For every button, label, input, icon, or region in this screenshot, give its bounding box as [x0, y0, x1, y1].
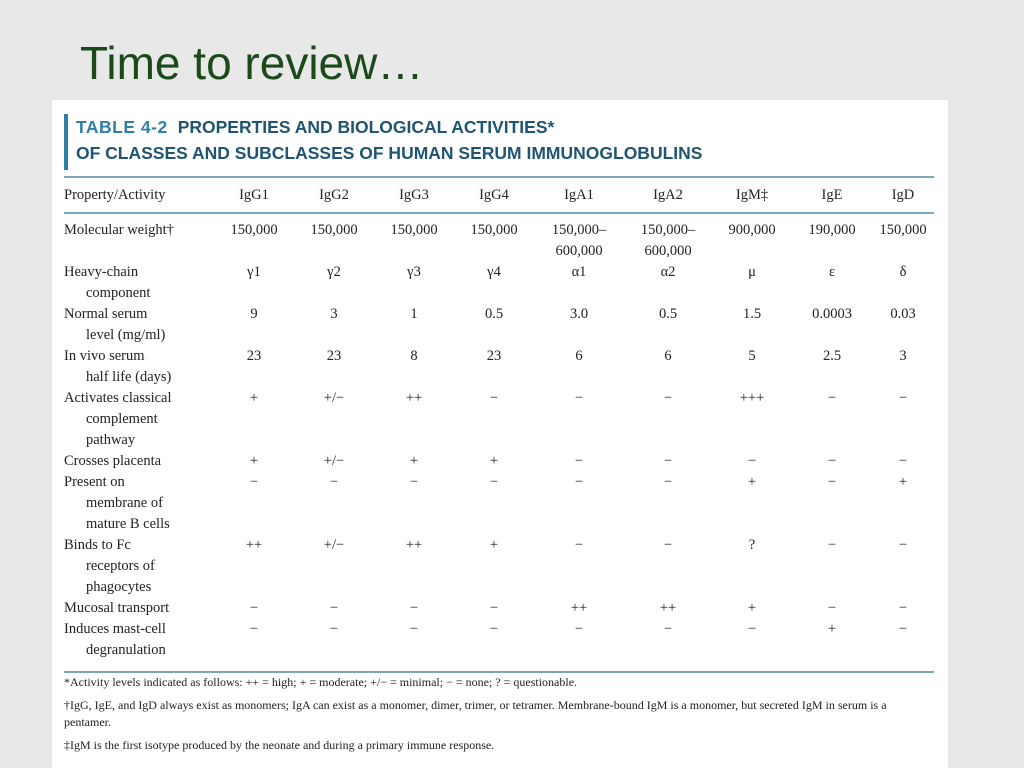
row-label	[64, 262, 214, 304]
table-cell: 0.0003	[812, 306, 852, 322]
row-label-line: membrane of	[86, 495, 163, 511]
table-row	[64, 472, 934, 535]
column-header: IgM‡	[735, 186, 769, 203]
table-cell: −	[249, 474, 259, 490]
table-cell: −	[827, 453, 837, 469]
table-cell: 9	[250, 306, 258, 322]
column-header: IgD	[891, 186, 915, 203]
table-cell: −	[409, 474, 419, 490]
table-cell: 0.5	[484, 306, 504, 322]
table-cell: ++	[405, 390, 423, 406]
table-cell: α1	[571, 264, 587, 280]
table-cell: −	[489, 621, 499, 637]
table-row	[64, 213, 934, 262]
table-row	[64, 598, 934, 619]
table-cell: 1	[410, 306, 418, 322]
table-cell: −	[898, 453, 908, 469]
table-cell: −	[747, 453, 757, 469]
row-label-line: Normal serum	[64, 306, 148, 322]
row-label-line: level (mg/ml)	[86, 327, 166, 343]
table-cell: 3.0	[569, 306, 589, 322]
table-cell: −	[827, 537, 837, 553]
column-header: IgA2	[653, 186, 683, 203]
table-cell: −	[827, 390, 837, 406]
table-cell: 2.5	[822, 348, 842, 364]
row-label	[64, 213, 214, 262]
table-cell: 150,000	[470, 222, 518, 238]
table-cell: 150,000	[310, 222, 358, 238]
column-header: IgG3	[399, 186, 429, 203]
row-label-line: Crosses placenta	[64, 453, 162, 469]
table-cell: +	[747, 474, 757, 490]
table-cell: −	[574, 537, 584, 553]
table-cell: 3	[330, 306, 338, 322]
footnote: ‡IgM is the first isotype produced by the neonate and during a primary immune response.	[64, 738, 495, 752]
table-cell: 150,000	[879, 222, 927, 238]
table-cell: 900,000	[728, 222, 776, 238]
table-cell: +	[489, 453, 499, 469]
table-cell: −	[574, 390, 584, 406]
column-header-property: Property/Activity	[64, 186, 166, 203]
row-label-line: In vivo serum	[64, 348, 145, 364]
column-header: IgA1	[564, 186, 594, 203]
row-label	[64, 598, 214, 619]
row-label	[64, 619, 214, 672]
row-label-line: half life (days)	[86, 369, 172, 385]
table-cell: 3	[899, 348, 907, 364]
row-label-line: Mucosal transport	[64, 600, 170, 616]
table-cell: γ3	[407, 264, 421, 280]
row-label	[64, 535, 214, 598]
table-cell: ε	[828, 264, 836, 280]
table-cell: +/−	[323, 537, 345, 553]
row-label	[64, 388, 214, 451]
table-cell: −	[898, 537, 908, 553]
table-cell: 0.5	[658, 306, 678, 322]
column-header: IgG1	[239, 186, 269, 203]
table-cell: +/−	[323, 390, 345, 406]
table-cell: −	[409, 600, 419, 616]
table-title-line1: PROPERTIES AND BIOLOGICAL ACTIVITIES*	[177, 117, 555, 137]
table-cell: ++	[659, 600, 677, 616]
table-cell: 1.5	[742, 306, 762, 322]
table-cell: γ1	[247, 264, 261, 280]
table-cell: −	[663, 390, 673, 406]
table-cell: −	[663, 453, 673, 469]
table-header-row	[64, 177, 934, 213]
table-cell: −	[663, 474, 673, 490]
table-cell: +	[409, 453, 419, 469]
table-cell: −	[663, 537, 673, 553]
table-cell: −	[489, 390, 499, 406]
table-cell: 150,000	[230, 222, 278, 238]
table-cell: −	[663, 621, 673, 637]
table-cell: 0.03	[890, 306, 916, 322]
table-cell: −	[329, 621, 339, 637]
table-cell: α2	[660, 264, 676, 280]
column-header: IgG4	[479, 186, 509, 203]
table-cell: −	[249, 600, 259, 616]
row-label-line: Present on	[64, 474, 125, 490]
table-cell: +	[898, 474, 908, 490]
row-label-line: complement	[86, 411, 158, 427]
table-cell: −	[489, 600, 499, 616]
table-row	[64, 304, 934, 346]
table-cell: δ	[899, 264, 907, 280]
row-label-line: Molecular weight†	[64, 222, 174, 238]
slide-title: Time to review…	[80, 37, 424, 89]
table-cell: μ	[748, 264, 756, 280]
table-cell: 23	[486, 348, 502, 364]
footnotes	[64, 674, 934, 760]
table-cell: −	[574, 621, 584, 637]
table-cell: −	[409, 621, 419, 637]
row-label	[64, 451, 214, 472]
row-label-line: Induces mast-cell	[64, 621, 166, 637]
table-row	[64, 619, 934, 672]
table-cell: γ2	[327, 264, 341, 280]
table-cell: ++	[405, 537, 423, 553]
table-cell: −	[574, 474, 584, 490]
column-header: IgE	[821, 186, 843, 203]
table-cell: 5	[748, 348, 756, 364]
table-cell: −	[898, 621, 908, 637]
table-cell: 23	[326, 348, 342, 364]
table-cell: +	[827, 621, 837, 637]
row-label-line: degranulation	[86, 642, 166, 658]
footnote: †IgG, IgE, and IgD always exist as monomers; IgA can exist as a monomer, dimer, trimer, or tetramer. Membrane-bound IgM is a monomer, but secreted IgM in serum is a pentamer.	[64, 698, 887, 729]
table-cell: 23	[246, 348, 262, 364]
table-cell: −	[574, 453, 584, 469]
row-label-line: pathway	[86, 432, 136, 448]
table-row	[64, 451, 934, 472]
table-cell: 150,000– 600,000	[640, 222, 696, 259]
table-cell: ++	[245, 537, 263, 553]
table-cell: 150,000	[390, 222, 438, 238]
table-caption	[64, 114, 936, 170]
row-label	[64, 472, 214, 535]
table-cell: ++	[570, 600, 588, 616]
table-panel	[52, 100, 948, 768]
table-cell: −	[898, 390, 908, 406]
table-cell: +++	[739, 390, 765, 406]
table-cell: −	[329, 474, 339, 490]
row-label-line: Activates classical	[64, 390, 172, 406]
table-cell: −	[489, 474, 499, 490]
row-label-line: component	[86, 285, 151, 301]
table-cell: +/−	[323, 453, 345, 469]
row-label-line: Binds to Fc	[64, 537, 131, 553]
table-row	[64, 262, 934, 304]
table-cell: +	[747, 600, 757, 616]
row-label-line: mature B cells	[86, 516, 170, 532]
row-label-line: phagocytes	[86, 579, 152, 595]
table-cell: 6	[664, 348, 672, 364]
row-label-line: Heavy-chain	[64, 264, 139, 280]
table-row	[64, 388, 934, 451]
table-cell: −	[747, 621, 757, 637]
table-cell: 190,000	[808, 222, 856, 238]
row-label	[64, 346, 214, 388]
column-header: IgG2	[319, 186, 349, 203]
table-cell: −	[249, 621, 259, 637]
table-cell: 6	[575, 348, 583, 364]
table-number: TABLE 4-2	[76, 117, 168, 137]
table-row	[64, 346, 934, 388]
table-title-line2: OF CLASSES AND SUBCLASSES OF HUMAN SERUM IMMUNOGLOBULINS	[76, 143, 703, 163]
footnote: *Activity levels indicated as follows: ++ = high; + = moderate; +/− = minimal; − = none; ? = questionable.	[64, 675, 578, 689]
table-cell: 150,000– 600,000	[551, 222, 607, 259]
table-cell: −	[827, 474, 837, 490]
table-cell: −	[329, 600, 339, 616]
table-cell: ?	[748, 537, 756, 553]
table-body	[64, 213, 934, 672]
table-cell: −	[898, 600, 908, 616]
row-label-line: receptors of	[86, 558, 155, 574]
table-cell: γ4	[487, 264, 501, 280]
table-cell: 8	[410, 348, 418, 364]
table-cell: −	[827, 600, 837, 616]
table-row	[64, 535, 934, 598]
table-cell: +	[249, 453, 259, 469]
table-cell: +	[489, 537, 499, 553]
table-cell: +	[249, 390, 259, 406]
row-label	[64, 304, 214, 346]
immunoglobulin-table	[64, 176, 934, 673]
